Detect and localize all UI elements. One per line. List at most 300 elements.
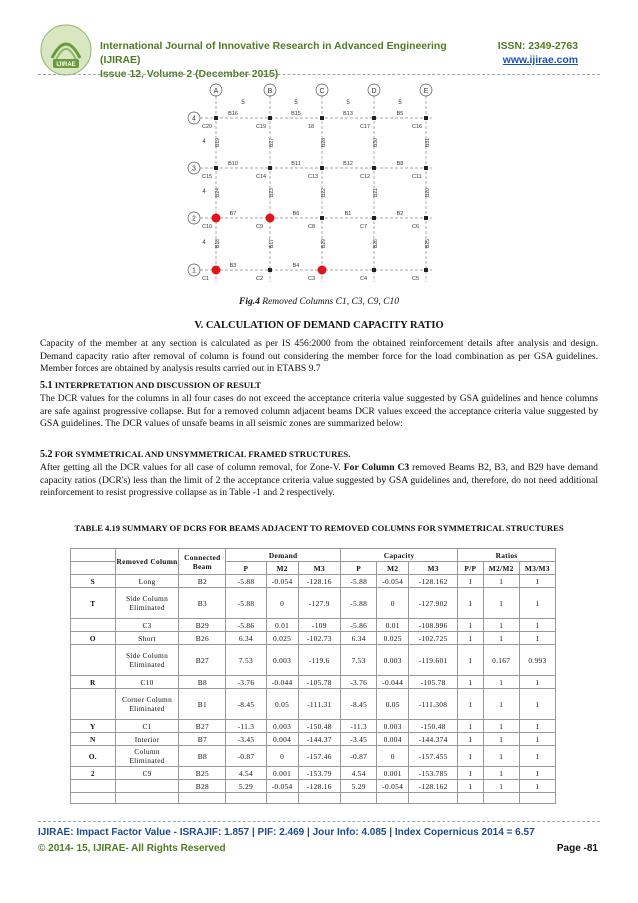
column-label: C8 [308, 224, 316, 230]
table-cell: 0.004 [266, 733, 298, 746]
table-cell: -153.79 [298, 767, 341, 780]
table-cell: -105.78 [298, 676, 341, 689]
footer-impact-factor: IJIRAE: Impact Factor Value - ISRAJIF: 1.857 | PIF: 2.469 | Jour Info: 4.085 | Index Copernicus 2014 = 6.57 [38, 827, 535, 838]
table-cell: 0.003 [266, 645, 298, 676]
table-cell [341, 793, 377, 804]
column-label: C13 [308, 174, 319, 180]
beam-label: B11 [291, 161, 301, 167]
table-row [71, 676, 556, 689]
table-row [71, 588, 556, 619]
table-cell: 1 [458, 588, 484, 619]
table-cell: -3.45 [341, 733, 377, 746]
table-cell [519, 793, 555, 804]
table-cell: -144.37 [298, 733, 341, 746]
grid-col-label: B [267, 88, 273, 95]
table-cell [458, 793, 484, 804]
row-dimension: 4 [202, 189, 206, 195]
table-cell: 4.54 [341, 767, 377, 780]
table-cell: 1 [483, 689, 519, 720]
beam-label: B23 [269, 188, 275, 197]
table-cell: C10 [115, 676, 179, 689]
table-cell: B27 [179, 720, 226, 733]
table-cell: 1 [519, 720, 555, 733]
table-cell [409, 793, 458, 804]
para3-start: After getting all the DCR values for all case of column removal, for Zone-V. [40, 462, 344, 473]
beam-label: B28 [321, 138, 327, 147]
beam-label: B20 [425, 188, 431, 197]
grid-row-label: 3 [192, 165, 196, 173]
footer-copyright: © 2014- 15, IJIRAE- All Rights Reserved [38, 843, 226, 854]
subsection-5-2-title: FOR SYMMETRICAL AND UNSYMMETRICAL FRAMED STRUCTURES. [54, 449, 351, 459]
table-cell: 0.01 [266, 619, 298, 632]
grid-row-label: 4 [192, 115, 196, 123]
floor-plan-svg [174, 82, 434, 292]
column-label: 18 [308, 124, 315, 130]
grid-col-label: E [423, 88, 429, 95]
header-removed-column: Removed Column [115, 549, 179, 575]
header-divider [38, 74, 600, 75]
page-number: Page -81 [556, 843, 598, 854]
table-cell: -128.162 [409, 780, 458, 793]
table-cell: B7 [179, 733, 226, 746]
table-cell: 0.993 [519, 645, 555, 676]
beam-label: B6 [292, 211, 300, 217]
column-label: C4 [360, 276, 368, 282]
table-cell: -111.31 [298, 689, 341, 720]
structural-column [268, 268, 272, 272]
table-cell [179, 793, 226, 804]
table-cell [115, 780, 179, 793]
website-link[interactable]: www.ijirae.com [502, 55, 578, 66]
table-cell [71, 645, 116, 676]
beam-label: B8 [396, 161, 404, 167]
table-cell: C1 [115, 720, 179, 733]
table-cell: 1 [483, 733, 519, 746]
column-label: C20 [202, 124, 213, 130]
header-demand: Demand [226, 549, 341, 562]
structural-column [372, 216, 376, 220]
caption-label: Fig.4 [239, 297, 260, 307]
row-dimension: 4 [202, 139, 206, 145]
table-cell: -5.88 [226, 588, 266, 619]
table-cell: 1 [519, 767, 555, 780]
beam-label: B13 [343, 111, 353, 117]
removed-column-marker [318, 266, 327, 275]
structural-column [424, 268, 428, 272]
table-cell: Y [71, 720, 116, 733]
table-cell: 0.003 [377, 645, 409, 676]
subheader-cell: P [226, 562, 266, 575]
table-cell: Short [115, 632, 179, 645]
journal-logo [40, 24, 92, 76]
table-cell: -128.16 [298, 780, 341, 793]
table-cell: -109 [298, 619, 341, 632]
table-cell: 1 [519, 575, 555, 588]
table-cell: 1 [483, 588, 519, 619]
table-cell [226, 793, 266, 804]
column-label: C12 [360, 174, 371, 180]
floor-plan-figure [174, 82, 434, 292]
grid-col-label: D [371, 88, 377, 95]
grid-col-label: C [319, 88, 325, 95]
table-cell: 1 [519, 676, 555, 689]
subheader-cell: M3 [409, 562, 458, 575]
table-cell: 1 [519, 780, 555, 793]
column-label: C7 [360, 224, 368, 230]
table-cell: Corner Column Eliminated [115, 689, 179, 720]
table-cell: B26 [179, 632, 226, 645]
column-label: C3 [308, 276, 316, 282]
removed-column-marker [212, 214, 221, 223]
paragraph-symmetrical [40, 462, 598, 500]
table-cell: 1 [483, 575, 519, 588]
table-cell: 0.001 [377, 767, 409, 780]
logo-text: IJIRAE [56, 62, 76, 68]
table-empty-row [71, 793, 556, 804]
table-cell: 1 [483, 780, 519, 793]
structural-column [320, 216, 324, 220]
table-cell: C3 [115, 619, 179, 632]
table-cell: 1 [483, 746, 519, 767]
table-cell: 0.05 [266, 689, 298, 720]
table-cell: -150.48 [409, 720, 458, 733]
span-dimension: 5 [241, 100, 245, 106]
table-cell: 1 [483, 720, 519, 733]
table-cell: -0.054 [377, 575, 409, 588]
table-cell: -119.6 [298, 645, 341, 676]
beam-label: B30 [373, 138, 379, 147]
para3-bold: For Column C3 [343, 462, 410, 473]
table-cell [71, 689, 116, 720]
issn: ISSN: 2349-2763 [497, 41, 578, 52]
column-label: C19 [256, 124, 267, 130]
column-label: C17 [360, 124, 371, 130]
table-row [71, 645, 556, 676]
table-cell: B3 [179, 588, 226, 619]
table-cell [71, 793, 116, 804]
subheader-cell: P/P [458, 562, 484, 575]
table-cell: -150.48 [298, 720, 341, 733]
table-cell: 1 [458, 619, 484, 632]
journal-issue: Issue 12, Volume 2 (December 2015) [100, 69, 279, 80]
table-cell: -8.45 [341, 689, 377, 720]
beam-label: B18 [215, 239, 221, 248]
table-cell: O [71, 632, 116, 645]
para3-end: removed Beams B2, B3, and B29 have demand capacity ratios (DCR's) less than the limit of 2 the acceptance criteria value suggested by GSA guidelines and, therefore, do not need additional reinforcement to resist progressive collapse as in Table -1 and 2 respectively. [40, 462, 598, 499]
table-cell: 1 [519, 733, 555, 746]
table-cell: -119.601 [409, 645, 458, 676]
table-cell: 1 [483, 619, 519, 632]
table-cell: -11.3 [341, 720, 377, 733]
beam-label: B25 [425, 239, 431, 248]
table-cell: 6.34 [226, 632, 266, 645]
beam-label: B10 [228, 161, 238, 167]
beam-label: B3 [229, 263, 237, 269]
grid-col-label: A [213, 88, 219, 95]
table-cell: 1 [458, 676, 484, 689]
table-row [71, 575, 556, 588]
column-label: C10 [202, 224, 213, 230]
table-cell: 0 [266, 588, 298, 619]
table-cell: N [71, 733, 116, 746]
table-cell: B8 [179, 746, 226, 767]
subheader-cell: M2/M2 [483, 562, 519, 575]
table-cell: 5.29 [341, 780, 377, 793]
subsection-5-1 [40, 380, 261, 391]
subheader-cell: P [341, 562, 377, 575]
column-label: C15 [202, 174, 213, 180]
table-cell: -157.46 [298, 746, 341, 767]
table-cell: -8.45 [226, 689, 266, 720]
beam-label: B1 [344, 211, 352, 217]
table-cell: -157.455 [409, 746, 458, 767]
beam-label: B19 [215, 138, 221, 147]
span-dimension: 5 [398, 100, 402, 106]
structural-column [372, 166, 376, 170]
column-label: C5 [412, 276, 420, 282]
table-cell: 2 [71, 767, 116, 780]
beam-label: B22 [321, 188, 327, 197]
table-cell: 1 [458, 733, 484, 746]
structural-column [372, 116, 376, 120]
table-cell [266, 793, 298, 804]
table-cell: -128.162 [409, 575, 458, 588]
table-cell: -0.054 [266, 575, 298, 588]
table-row [71, 619, 556, 632]
table-cell: 0.003 [377, 720, 409, 733]
table-cell: -5.86 [226, 619, 266, 632]
column-label: C9 [256, 224, 264, 230]
table-cell: 1 [458, 767, 484, 780]
table-cell: B27 [179, 645, 226, 676]
table-cell: B1 [179, 689, 226, 720]
structural-column [424, 216, 428, 220]
table-cell: B28 [179, 780, 226, 793]
journal-header [100, 40, 460, 82]
table-cell: -144.374 [409, 733, 458, 746]
table-cell: -5.88 [341, 575, 377, 588]
beam-label: B4 [292, 263, 300, 269]
section-heading: V. CALCULATION OF DEMAND CAPACITY RATIO [194, 320, 444, 331]
table-cell: B2 [179, 575, 226, 588]
table-cell: B8 [179, 676, 226, 689]
table-cell: Long [115, 575, 179, 588]
table-cell: 1 [519, 619, 555, 632]
journal-name: International Journal of Innovative Research in Advanced Engineering (IJIRAE) [100, 41, 447, 66]
grid-row-label: 1 [192, 267, 196, 275]
table-cell: -102.725 [409, 632, 458, 645]
removed-column-marker [266, 214, 275, 223]
caption-text: Removed Columns C1, C3, C9, C10 [262, 297, 399, 307]
structural-column [424, 166, 428, 170]
table-cell [71, 780, 116, 793]
beam-label: B27 [269, 138, 275, 147]
table-row [71, 746, 556, 767]
table-cell: -0.054 [266, 780, 298, 793]
column-label: C14 [256, 174, 267, 180]
subheader-cell: M2 [377, 562, 409, 575]
table-cell: -3.76 [341, 676, 377, 689]
table-row [71, 689, 556, 720]
table-cell [115, 793, 179, 804]
table-cell: -102.73 [298, 632, 341, 645]
table-cell: Column Eliminated [115, 746, 179, 767]
table-cell: R [71, 676, 116, 689]
table-cell [483, 793, 519, 804]
table-cell: 1 [519, 632, 555, 645]
table-cell: 0 [377, 746, 409, 767]
table-cell: 1 [483, 632, 519, 645]
table-cell: 0.004 [377, 733, 409, 746]
table-cell: 7.53 [226, 645, 266, 676]
structural-column [372, 268, 376, 272]
table-cell: 1 [483, 676, 519, 689]
subheader-cell: M2 [266, 562, 298, 575]
table-cell: 1 [483, 767, 519, 780]
table-cell: 1 [458, 780, 484, 793]
table-cell: 1 [458, 575, 484, 588]
table-cell: -0.87 [226, 746, 266, 767]
column-label: C6 [412, 224, 420, 230]
table-title: TABLE 4.19 SUMMARY OF DCRS FOR BEAMS ADJACENT TO REMOVED COLUMNS FOR SYMMETRICAL STRUCTURES [74, 523, 564, 533]
table-cell: C9 [115, 767, 179, 780]
paragraph-capacity: Capacity of the member at any section is calculated as per IS 456:2000 from the obtained reinforcement details after analysis and design. Demand capacity ratio after removal of column is found out considering the member force for the load combination as per GSA guidelines. Member forces are obtained by analysis results carried out in ETABS 9.7 [40, 338, 598, 375]
table-cell: 1 [519, 746, 555, 767]
table-cell: 0.003 [266, 720, 298, 733]
table-row [71, 780, 556, 793]
table-cell: -0.87 [341, 746, 377, 767]
table-cell: -127.9 [298, 588, 341, 619]
beam-label: B16 [228, 111, 238, 117]
table-cell: -0.054 [377, 780, 409, 793]
table-cell: -5.88 [341, 588, 377, 619]
table-cell: -0.044 [266, 676, 298, 689]
table-cell: 1 [458, 645, 484, 676]
column-label: C11 [412, 174, 422, 180]
table-cell: Side Column Eliminated [115, 645, 179, 676]
table-header-row [71, 549, 556, 562]
dcr-summary-table [70, 548, 556, 804]
beam-label: B29 [321, 239, 327, 248]
table-cell: 4.54 [226, 767, 266, 780]
table-cell: -11.3 [226, 720, 266, 733]
table-row [71, 767, 556, 780]
table-cell: T [71, 588, 116, 619]
table-cell: Side Column Eliminated [115, 588, 179, 619]
structural-column [268, 116, 272, 120]
structural-column [268, 166, 272, 170]
table-cell: S [71, 575, 116, 588]
subsection-5-2 [40, 449, 350, 460]
table-cell: 5.29 [226, 780, 266, 793]
table-cell: -111.308 [409, 689, 458, 720]
removed-column-marker [212, 266, 221, 275]
table-cell: -5.86 [341, 619, 377, 632]
beam-label: B5 [396, 111, 404, 117]
structural-column [214, 116, 218, 120]
subsection-5-1-title: INTERPRETATION AND DISCUSSION OF RESULT [54, 380, 261, 390]
row-dimension: 4 [202, 240, 206, 246]
table-cell: -153.785 [409, 767, 458, 780]
table-cell: -3.45 [226, 733, 266, 746]
column-label: C2 [256, 276, 264, 282]
header-connected-beam: Connected Beam [179, 549, 226, 575]
header-capacity: Capacity [341, 549, 458, 562]
table-cell: 0.05 [377, 689, 409, 720]
span-dimension: 5 [346, 100, 350, 106]
table-cell: B25 [179, 767, 226, 780]
beam-label: B17 [269, 239, 275, 248]
table-cell: 0.01 [377, 619, 409, 632]
beam-label: B7 [229, 211, 237, 217]
table-cell: Interior [115, 733, 179, 746]
paragraph-interpretation: The DCR values for the columns in all four cases do not exceed the acceptance criteria value suggested by GSA guidelines and hence columns are safe against progressive collapse. But for a removed column adjacent beams DCR values exceed the acceptance criteria value suggested by GSA guidelines. The DCR values of unsafe beams in all seismic zones are summarized below: [40, 393, 598, 430]
column-label: C1 [202, 276, 210, 282]
table-cell: 1 [458, 746, 484, 767]
footer-divider [38, 821, 600, 822]
table-cell [298, 793, 341, 804]
table-cell: 0.025 [377, 632, 409, 645]
table-cell: 1 [458, 632, 484, 645]
beam-label: B31 [425, 138, 431, 147]
table-cell: 0.167 [483, 645, 519, 676]
table-cell: 1 [458, 720, 484, 733]
beam-label: B21 [373, 188, 379, 197]
table-cell: 0 [377, 588, 409, 619]
structural-column [214, 166, 218, 170]
table-row [71, 632, 556, 645]
beam-label: B24 [215, 188, 221, 197]
table-cell: -108.996 [409, 619, 458, 632]
table-cell: -127.902 [409, 588, 458, 619]
table-cell: -105.78 [409, 676, 458, 689]
table-cell: B29 [179, 619, 226, 632]
subsection-5-2-number: 5.2 [40, 449, 53, 460]
structural-column [320, 116, 324, 120]
table-cell: -5.88 [226, 575, 266, 588]
structural-column [320, 166, 324, 170]
beam-label: B2 [396, 211, 404, 217]
table-cell: -128.16 [298, 575, 341, 588]
table-cell: -0.044 [377, 676, 409, 689]
structural-column [424, 116, 428, 120]
table-cell: 6.34 [341, 632, 377, 645]
table-cell: 0.025 [266, 632, 298, 645]
subsection-5-1-number: 5.1 [40, 380, 53, 391]
table-cell: O. [71, 746, 116, 767]
table-cell: 0 [266, 746, 298, 767]
grid-row-label: 2 [192, 215, 196, 223]
table-cell: 1 [519, 689, 555, 720]
beam-label: B15 [291, 111, 301, 117]
column-label: C16 [412, 124, 423, 130]
table-cell: 0.001 [266, 767, 298, 780]
table-row [71, 733, 556, 746]
table-cell: 7.53 [341, 645, 377, 676]
header-right [498, 40, 578, 68]
beam-label: B26 [373, 239, 379, 248]
subheader-cell: M3 [298, 562, 341, 575]
span-dimension: 5 [294, 100, 298, 106]
table-row [71, 720, 556, 733]
table-cell: 1 [519, 588, 555, 619]
table-cell: 1 [458, 689, 484, 720]
beam-label: B12 [343, 161, 353, 167]
table-cell [71, 619, 116, 632]
header-ratios: Ratios [458, 549, 556, 562]
subheader-cell: M3/M3 [519, 562, 555, 575]
table-cell: -3.76 [226, 676, 266, 689]
